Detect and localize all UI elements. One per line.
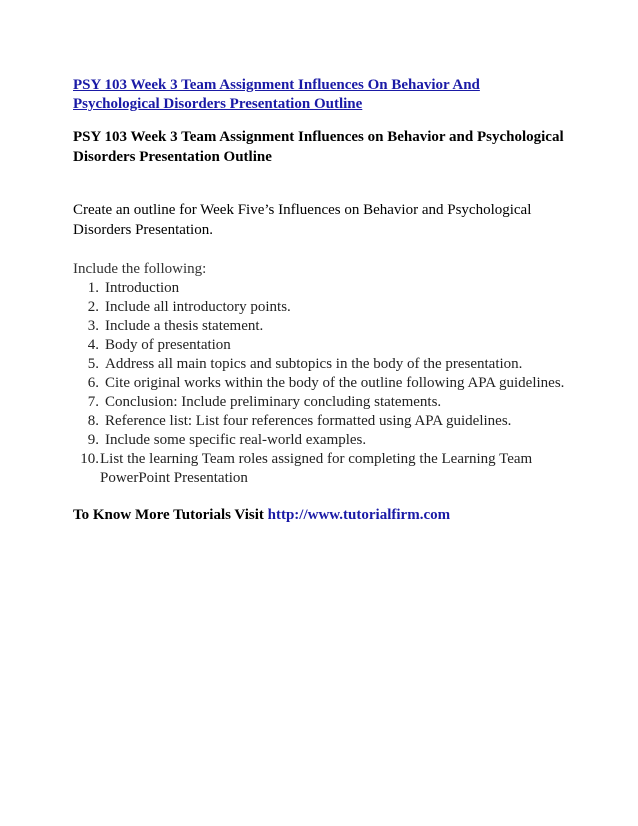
list-item-number: 3.: [87, 318, 99, 334]
intro-paragraph: Create an outline for Week Five’s Influences on Behavior and Psychological Disorders Presentation.: [73, 202, 532, 238]
list-item-text: Reference list: List four references formatted using APA guidelines.: [105, 413, 512, 429]
list-item-text: Include some specific real-world examples.: [105, 432, 367, 448]
list-item: [73, 431, 583, 450]
list-item: [73, 374, 583, 393]
list-item-number: 8.: [87, 413, 99, 429]
footer-line: [73, 506, 583, 525]
list-item-text: Cite original works within the body of the outline following APA guidelines.: [105, 375, 565, 391]
document-page: [73, 76, 583, 525]
title-link[interactable]: [73, 76, 583, 114]
list-item-text: Conclusion: Include preliminary concluding statements.: [105, 394, 442, 410]
list-item: [73, 317, 583, 336]
list-item-text: Include a thesis statement.: [105, 318, 264, 334]
list-item-number: 6.: [87, 375, 99, 391]
list-item-text: Introduction: [105, 280, 180, 296]
list-item-text: Include all introductory points.: [105, 299, 291, 315]
list-item-number: 1.: [87, 280, 99, 296]
list-item: [73, 450, 583, 488]
list-item: [73, 412, 583, 431]
list-item-text: Body of presentation: [105, 337, 231, 353]
include-heading: Include the following:: [73, 261, 207, 277]
list-item-number: 10.: [80, 451, 99, 467]
title-line-1[interactable]: PSY 103 Week 3 Team Assignment Influences On Behavior And: [73, 77, 480, 93]
list-item-number: 5.: [87, 356, 99, 372]
list-item-number: 2.: [87, 299, 99, 315]
title-line-2[interactable]: Psychological Disorders Presentation Outline: [73, 96, 363, 112]
list-item-number: 9.: [87, 432, 99, 448]
list-item: [73, 279, 583, 298]
list-item: [73, 298, 583, 317]
list-item-number: 7.: [87, 394, 99, 410]
requirements-list: [73, 279, 583, 488]
document-subtitle: PSY 103 Week 3 Team Assignment Influences on Behavior and Psychological Disorders Presentation Outline: [73, 129, 564, 165]
footer-url-link[interactable]: http://www.tutorialfirm.com: [267, 507, 451, 523]
footer-label: To Know More Tutorials Visit: [73, 507, 264, 523]
list-item: [73, 393, 583, 412]
list-item-text: Address all main topics and subtopics in the body of the presentation.: [105, 356, 523, 372]
list-item-number: 4.: [87, 337, 99, 353]
list-item: [73, 336, 583, 355]
list-item-text: List the learning Team roles assigned for completing the Learning Team PowerPoint Presentation: [100, 451, 533, 486]
list-item: [73, 355, 583, 374]
